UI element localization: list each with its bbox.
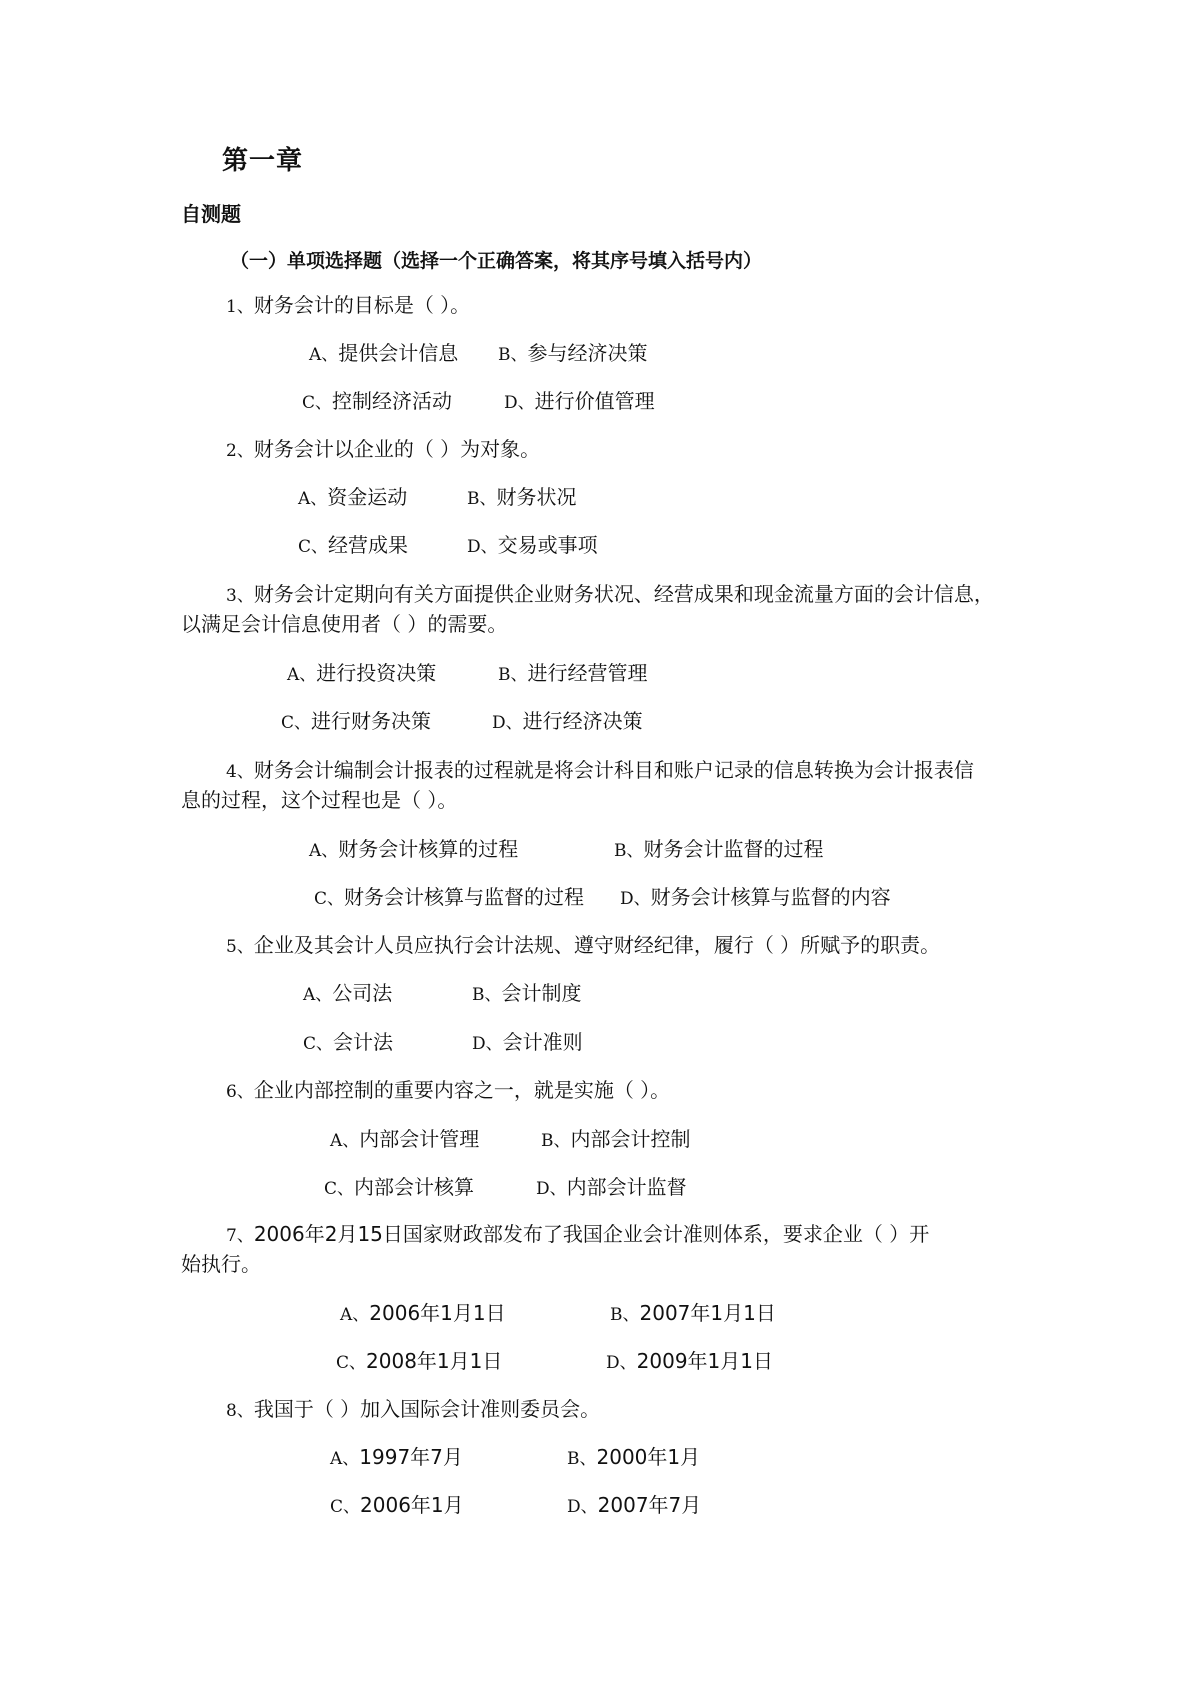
option-letter: A、 (309, 841, 339, 861)
option-text: 2006年1月 (360, 1493, 464, 1517)
option-letter: D、 (467, 537, 498, 557)
option-b (498, 338, 648, 370)
section-title: 自测题 (181, 202, 241, 226)
question-text: 财务会计的目标是（ ）。 (253, 293, 471, 317)
option-text: 提供会计信息 (338, 341, 459, 365)
option-text: 经营成果 (328, 533, 409, 557)
option-text: 内部会计管理 (359, 1127, 480, 1151)
option-text: 1997年7月 (359, 1445, 463, 1469)
subsection-title: （一）单项选择题（选择一个正确答案，将其序号填入括号内） (230, 250, 763, 272)
option-letter: D、 (504, 393, 535, 413)
option-letter: C、 (324, 1179, 355, 1199)
option-a (298, 482, 407, 514)
option-d (467, 530, 598, 562)
option-letter: B、 (567, 1449, 597, 1469)
option-a (303, 978, 392, 1010)
option-letter: D、 (620, 889, 651, 909)
option-a (340, 1298, 506, 1330)
option-text: 2008年1月1日 (366, 1349, 503, 1373)
option-letter: A、 (303, 985, 333, 1005)
question-stem-continued (181, 609, 507, 639)
question-text: 财务会计以企业的（ ）为对象。 (253, 437, 541, 461)
option-letter: C、 (281, 713, 312, 733)
option-letter: D、 (567, 1497, 598, 1517)
option-letter: B、 (467, 489, 497, 509)
option-c (336, 1346, 502, 1378)
question-text: 企业及其会计人员应执行会计法规、遵守财经纪律，履行（ ）所赋予的职责。 (253, 933, 941, 957)
question-text: 财务会计定期向有关方面提供企业财务状况、经营成果和现金流量方面的会计信息， (253, 582, 994, 606)
option-letter: D、 (536, 1179, 567, 1199)
option-text: 2006年1月1日 (369, 1301, 506, 1325)
option-a (309, 834, 518, 866)
question-stem (226, 290, 470, 322)
option-letter: C、 (303, 1034, 334, 1054)
question-stem (226, 434, 540, 466)
option-text: 交易或事项 (497, 533, 598, 557)
option-c (281, 706, 431, 738)
option-b (610, 1298, 776, 1330)
option-text: 进行投资决策 (316, 661, 437, 685)
option-c (298, 530, 408, 562)
option-letter: D、 (492, 713, 523, 733)
option-a (309, 338, 458, 370)
option-c (302, 386, 452, 418)
question-text: 财务会计编制会计报表的过程就是将会计科目和账户记录的信息转换为会计报表信 (253, 758, 974, 782)
option-d (536, 1172, 687, 1204)
option-letter: B、 (498, 665, 528, 685)
option-letter: C、 (314, 889, 345, 909)
option-letter: C、 (330, 1497, 361, 1517)
option-text: 参与经济决策 (527, 341, 648, 365)
option-d (492, 706, 643, 738)
option-b (472, 978, 582, 1010)
option-d (567, 1490, 701, 1522)
option-letter: A、 (287, 665, 317, 685)
option-text: 2000年1月 (596, 1445, 701, 1469)
option-c (330, 1490, 464, 1522)
option-letter: D、 (606, 1353, 637, 1373)
question-stem-continued (181, 785, 457, 815)
option-letter: A、 (298, 489, 328, 509)
option-letter: B、 (472, 985, 502, 1005)
option-b (567, 1442, 700, 1474)
option-b (498, 658, 648, 690)
option-text: 内部会计控制 (570, 1127, 691, 1151)
question-number: 2、 (226, 441, 254, 461)
option-b (614, 834, 824, 866)
option-letter: C、 (336, 1353, 367, 1373)
option-d (620, 882, 891, 914)
option-text: 财务会计核算的过程 (338, 837, 519, 861)
question-text: 企业内部控制的重要内容之一，就是实施（ ）。 (253, 1078, 671, 1102)
option-text: 内部会计核算 (354, 1175, 475, 1199)
question-text: 息的过程，这个过程也是（ ）。 (181, 788, 458, 812)
question-stem (226, 1394, 600, 1426)
chapter-title: 第一章 (222, 146, 304, 176)
option-text: 会计准则 (502, 1030, 583, 1054)
question-number: 7、 (226, 1226, 254, 1246)
option-text: 会计制度 (501, 981, 582, 1005)
option-text: 财务会计监督的过程 (643, 837, 824, 861)
option-letter: B、 (610, 1305, 640, 1325)
option-text: 会计法 (333, 1030, 394, 1054)
option-letter: B、 (498, 345, 528, 365)
question-stem (226, 755, 974, 787)
option-a (287, 658, 436, 690)
option-text: 财务会计核算与监督的过程 (344, 885, 585, 909)
option-letter: A、 (309, 345, 339, 365)
option-c (324, 1172, 474, 1204)
option-letter: B、 (541, 1131, 571, 1151)
question-text: 我国于（ ）加入国际会计准则委员会。 (253, 1397, 601, 1421)
question-stem-continued (181, 1249, 261, 1279)
option-d (504, 386, 655, 418)
option-letter: A、 (330, 1449, 360, 1469)
option-letter: C、 (302, 393, 333, 413)
option-c (314, 882, 584, 914)
option-b (541, 1124, 691, 1156)
option-text: 财务状况 (496, 485, 577, 509)
question-stem (226, 1219, 929, 1251)
option-text: 2009年1月1日 (636, 1349, 773, 1373)
option-letter: A、 (330, 1131, 360, 1151)
question-text: 始执行。 (181, 1252, 261, 1276)
option-a (330, 1124, 479, 1156)
option-text: 进行价值管理 (534, 389, 655, 413)
question-number: 4、 (226, 762, 254, 782)
option-text: 财务会计核算与监督的内容 (650, 885, 891, 909)
question-stem (226, 930, 940, 962)
question-number: 5、 (226, 937, 254, 957)
option-text: 控制经济活动 (332, 389, 453, 413)
option-letter: D、 (472, 1034, 503, 1054)
option-text: 公司法 (332, 981, 393, 1005)
option-text: 资金运动 (327, 485, 408, 509)
option-text: 内部会计监督 (566, 1175, 687, 1199)
option-text: 2007年1月1日 (639, 1301, 776, 1325)
question-stem (226, 579, 994, 611)
question-number: 1、 (226, 297, 254, 317)
question-number: 3、 (226, 586, 254, 606)
option-d (606, 1346, 773, 1378)
option-letter: A、 (340, 1305, 370, 1325)
option-d (472, 1027, 583, 1059)
option-b (467, 482, 577, 514)
option-a (330, 1442, 463, 1474)
option-c (303, 1027, 393, 1059)
option-text: 进行经营管理 (527, 661, 648, 685)
option-letter: B、 (614, 841, 644, 861)
question-text: 2006年2月15日国家财政部发布了我国企业会计准则体系，要求企业（ ）开 (253, 1222, 930, 1246)
question-number: 6、 (226, 1082, 254, 1102)
question-text: 以满足会计信息使用者（ ）的需要。 (181, 612, 508, 636)
option-text: 进行财务决策 (311, 709, 432, 733)
question-number: 8、 (226, 1401, 254, 1421)
option-letter: C、 (298, 537, 329, 557)
option-text: 2007年7月 (597, 1493, 702, 1517)
question-stem (226, 1075, 670, 1107)
option-text: 进行经济决策 (522, 709, 643, 733)
